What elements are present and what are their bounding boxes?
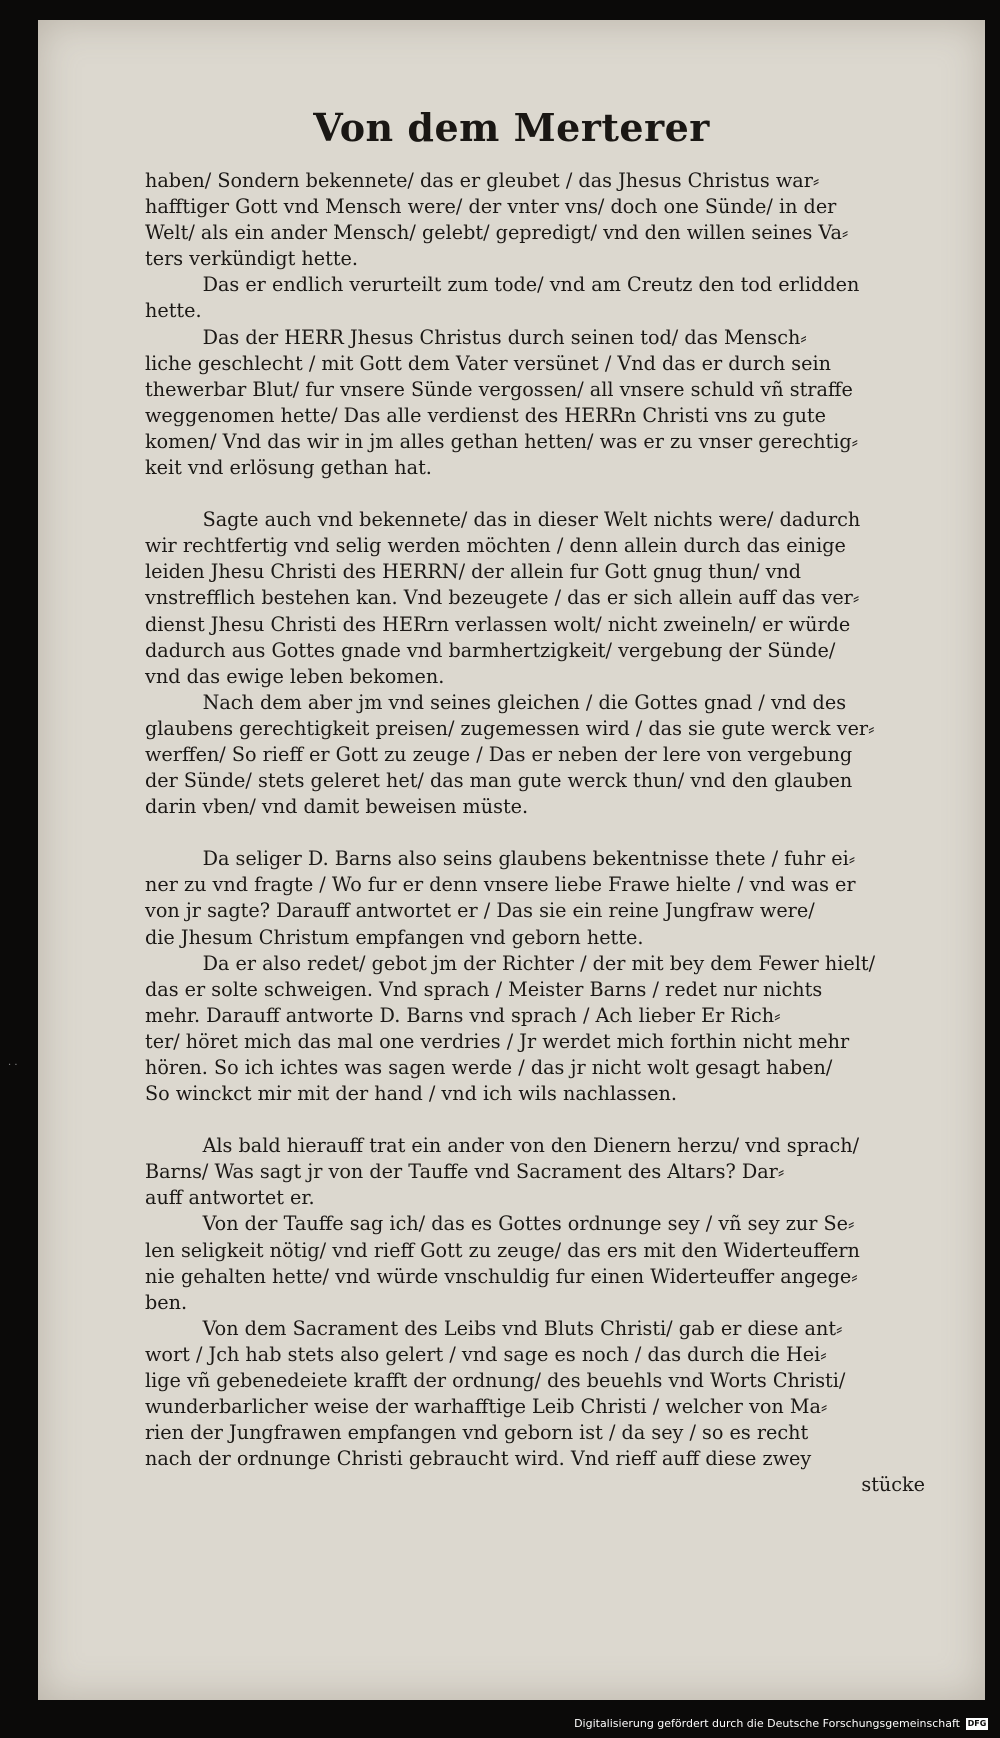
paragraph-gap	[145, 481, 925, 507]
text-line: hette.	[145, 299, 202, 323]
text-line: Als bald hierauff trat ein ander von den Dienern herzu/ vnd sprach/	[145, 1134, 860, 1158]
text-line: das er solte schweigen. Vnd sprach / Meister Barns / redet nur nichts	[145, 977, 823, 1001]
text-line: wort / Jch hab stets also gelert / vnd sage es noch / das durch die Hei⸗	[145, 1342, 827, 1366]
text-block	[145, 168, 925, 1499]
text-line: hafftiger Gott vnd Mensch were/ der vnter vns/ doch one Sünde/ in der	[145, 195, 837, 219]
paragraph-gap	[145, 1107, 925, 1133]
text-line: vnstrefflich bestehen kan. Vnd bezeugete / das er sich allein auff das ver⸗	[145, 586, 860, 610]
paragraph	[145, 168, 925, 272]
paragraph	[145, 1133, 925, 1211]
paragraph	[145, 1211, 925, 1315]
text-line: Da seliger D. Barns also seins glaubens bekentnisse thete / fuhr ei⸗	[145, 847, 856, 871]
text-line: glaubens gerechtigkeit preisen/ zugemessen wird / das sie gute werck ver⸗	[145, 716, 875, 740]
text-line: len seligkeit nötig/ vnd rieff Gott zu zeuge/ das ers mit den Widerteuffern	[145, 1238, 860, 1262]
text-line: thewerbar Blut/ fur vnsere Sünde vergossen/ all vnsere schuld vñ straffe	[145, 377, 853, 401]
text-line: Barns/ Was sagt jr von der Tauffe vnd Sacrament des Altars? Dar⸗	[145, 1160, 785, 1184]
paragraph	[145, 846, 925, 950]
paragraph	[145, 1316, 925, 1473]
text-line: dadurch aus Gottes gnade vnd barmhertzigkeit/ vergebung der Sünde/	[145, 638, 836, 662]
text-line: Welt/ als ein ander Mensch/ gelebt/ gepredigt/ vnd den willen seines Va⸗	[145, 221, 849, 245]
text-line: nie gehalten hette/ vnd würde vnschuldig fur einen Widerteuffer angege⸗	[145, 1264, 858, 1288]
running-header: Von dem Merterer	[313, 105, 710, 150]
text-line: der Sünde/ stets geleret het/ das man gute werck thun/ vnd den glauben	[145, 769, 853, 793]
paragraph-gap	[145, 820, 925, 846]
text-line: die Jhesum Christum empfangen vnd geborn hette.	[145, 925, 644, 949]
text-line: haben/ Sondern bekennete/ das er gleubet / das Jhesus Christus war⸗	[145, 169, 820, 192]
text-line: rien der Jungfrawen empfangen vnd geborn ist / da sey / so es recht	[145, 1421, 809, 1445]
text-line: Von der Tauffe sag ich/ das es Gottes ordnunge sey / vñ sey zur Se⸗	[145, 1212, 855, 1236]
text-line: ters verkündigt hette.	[145, 247, 358, 271]
text-line: ter/ höret mich das mal one verdries / Jr werdet mich forthin nicht mehr	[145, 1029, 850, 1053]
text-line: Nach dem aber jm vnd seines gleichen / die Gottes gnad / vnd des	[145, 690, 847, 714]
catchword: stücke	[861, 1473, 925, 1497]
text-line: ben.	[145, 1290, 188, 1314]
text-line: darin vben/ vnd damit beweisen müste.	[145, 795, 529, 819]
text-line: nach der ordnunge Christi gebraucht wird. Vnd rieff auff diese zwey	[145, 1447, 812, 1471]
text-line: komen/ Vnd das wir in jm alles gethan hetten/ was er zu vnser gerechtig⸗	[145, 429, 859, 453]
text-line: ner zu vnd fragte / Wo fur er denn vnsere liebe Frawe hielte / vnd was er	[145, 873, 856, 897]
paragraph	[145, 690, 925, 820]
text-line: dienst Jhesu Christi des HERrn verlassen wolt/ nicht zweineln/ er würde	[145, 612, 851, 636]
text-line: wir rechtfertig vnd selig werden möchten / denn allein durch das einige	[145, 534, 846, 558]
dfg-logo: DFG	[967, 1718, 987, 1728]
paragraph	[145, 951, 925, 1108]
text-line: Sagte auch vnd bekennete/ das in dieser Welt nichts were/ dadurch	[145, 508, 861, 532]
text-line: Das der HERR Jhesus Christus durch seinen tod/ das Mensch⸗	[145, 325, 807, 349]
text-line: liche geschlecht / mit Gott dem Vater versünet / Vnd das er durch sein	[145, 351, 831, 375]
text-line: auff antwortet er.	[145, 1186, 315, 1210]
paragraph	[145, 507, 925, 690]
text-line: lige vñ gebenedeiete krafft der ordnung/ des beuehls vnd Worts Christi/	[145, 1369, 846, 1393]
text-line: hören. So ich ichtes was sagen werde / das jr nicht wolt gesagt haben/	[145, 1056, 833, 1079]
text-line: vnd das ewige leben bekomen.	[145, 664, 445, 688]
text-line: werffen/ So rieff er Gott zu zeuge / Das er neben der lere von vergebung	[145, 742, 853, 766]
footer	[574, 1717, 988, 1730]
text-line: So winckct mir mit der hand / vnd ich wils nachlassen.	[145, 1082, 677, 1106]
text-line: mehr. Darauff antworte D. Barns vnd sprach / Ach lieber Er Rich⸗	[145, 1003, 781, 1027]
text-line: keit vnd erlösung gethan hat.	[145, 456, 432, 480]
text-line: Da er also redet/ gebot jm der Richter / der mit bey dem Fewer hielt/	[145, 951, 876, 975]
paragraph	[145, 325, 925, 482]
text-line: weggenomen hette/ Das alle verdienst des HERRn Christi vns zu gute	[145, 403, 826, 427]
book-page	[38, 20, 985, 1700]
margin-marks: · ·	[8, 1060, 18, 1071]
text-line: von jr sagte? Darauff antwortet er / Das sie ein reine Jungfraw were/	[145, 899, 815, 923]
text-line: Das er endlich verurteilt zum tode/ vnd am Creutz den tod erlidden	[145, 273, 860, 297]
paragraph	[145, 272, 925, 324]
text-line: leiden Jhesu Christi des HERRN/ der allein fur Gott gnug thun/ vnd	[145, 560, 802, 584]
text-line: wunderbarlicher weise der warhafftige Leib Christi / welcher von Ma⸗	[145, 1395, 828, 1419]
text-line: Von dem Sacrament des Leibs vnd Bluts Christi/ gab er diese ant⸗	[145, 1316, 843, 1340]
footer-credit: Digitalisierung gefördert durch die Deutsche Forschungsgemeinschaft	[574, 1717, 960, 1730]
